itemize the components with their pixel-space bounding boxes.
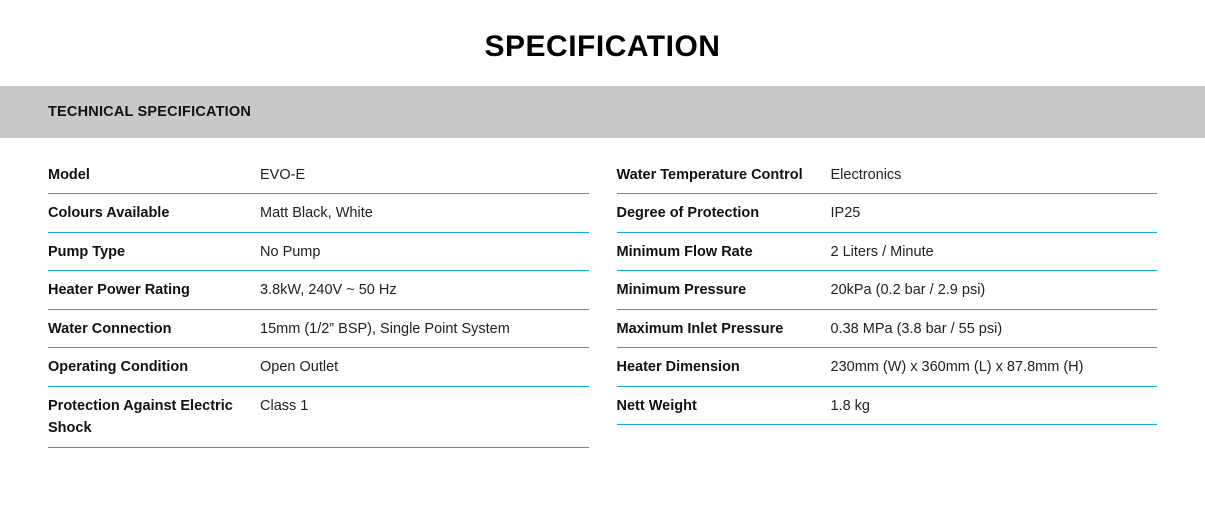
spec-value: IP25	[830, 205, 861, 222]
spec-value: 15mm (1/2” BSP), Single Point System	[260, 320, 510, 337]
spec-value: Open Outlet	[260, 359, 339, 376]
spec-value: 20kPa (0.2 bar / 2.9 psi)	[830, 282, 986, 299]
spec-label: Water Connection	[48, 320, 172, 337]
spec-value: EVO-E	[260, 167, 306, 183]
spec-value: Class 1	[260, 397, 309, 414]
table-row	[48, 348, 589, 386]
table-row	[48, 387, 589, 448]
spec-column-right	[617, 156, 1158, 448]
spec-label: Maximum Inlet Pressure	[616, 320, 784, 337]
table-row	[48, 194, 589, 232]
spec-value: 2 Liters / Minute	[830, 243, 934, 260]
table-row	[617, 194, 1158, 232]
spec-value: Electronics	[830, 167, 902, 183]
spec-label: Heater Dimension	[616, 359, 740, 376]
spec-label: Minimum Pressure	[616, 282, 747, 299]
spec-value: 0.38 MPa (3.8 bar / 55 psi)	[830, 320, 1003, 337]
table-row	[48, 310, 589, 348]
table-row	[617, 156, 1158, 194]
spec-label: Protection Against Electric Shock	[48, 397, 233, 437]
spec-label: Heater Power Rating	[48, 282, 190, 299]
specification-table	[0, 138, 1205, 448]
table-row	[617, 348, 1158, 386]
spec-value: 3.8kW, 240V ~ 50 Hz	[260, 282, 397, 299]
spec-label: Water Temperature Control	[616, 167, 803, 183]
table-row	[617, 271, 1158, 309]
spec-value: 230mm (W) x 360mm (L) x 87.8mm (H)	[830, 359, 1084, 376]
spec-label: Minimum Flow Rate	[616, 243, 753, 260]
table-row	[48, 233, 589, 271]
section-header-band	[0, 86, 1205, 138]
spec-label: Nett Weight	[616, 397, 697, 414]
section-header-label: TECHNICAL SPECIFICATION	[48, 104, 252, 120]
table-row	[48, 271, 589, 309]
spec-label: Pump Type	[48, 243, 126, 260]
table-row	[617, 233, 1158, 271]
spec-label: Operating Condition	[48, 359, 189, 376]
spec-label: Colours Available	[48, 205, 170, 222]
spec-column-left	[48, 156, 589, 448]
spec-value: 1.8 kg	[830, 397, 870, 414]
table-row	[617, 387, 1158, 425]
spec-value: Matt Black, White	[260, 205, 373, 222]
table-row	[617, 310, 1158, 348]
page-title: SPECIFICATION	[484, 30, 721, 63]
table-row	[48, 156, 589, 194]
spec-label: Model	[48, 167, 90, 183]
spec-value: No Pump	[260, 243, 321, 260]
spec-label: Degree of Protection	[616, 205, 760, 222]
